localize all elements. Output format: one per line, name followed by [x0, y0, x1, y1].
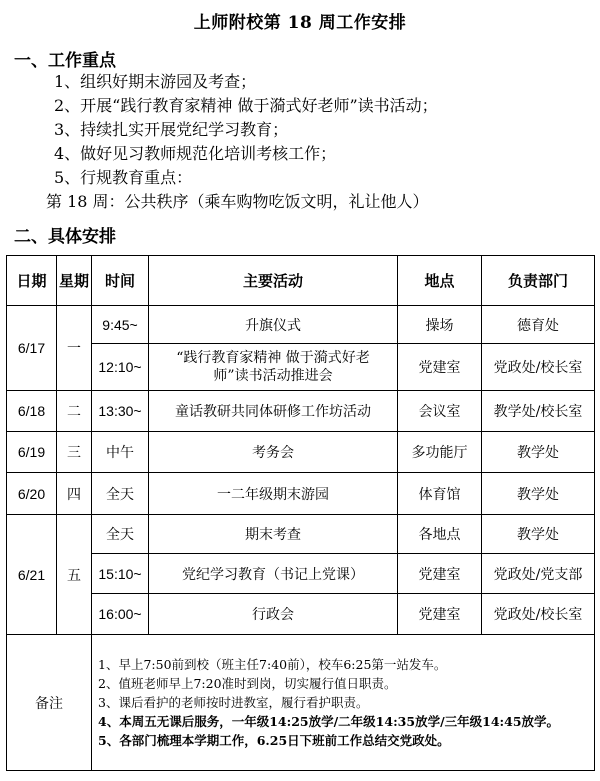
table-row [7, 432, 595, 473]
time-cell: 13:30~ [92, 391, 149, 432]
location-cell: 多功能厅 [398, 432, 482, 473]
time-cell: 中午 [92, 432, 149, 473]
notes-cell [92, 635, 595, 771]
time-cell: 15:10~ [92, 554, 149, 594]
header-date: 日期 [7, 256, 57, 306]
notes-label: 备注 [7, 635, 92, 771]
department-cell: 党政处/校长室 [482, 344, 595, 391]
table-header-row [7, 256, 595, 306]
table-row [7, 391, 595, 432]
activity-cell: 童话教研共同体研修工作坊活动 [149, 391, 398, 432]
location-cell: 党建室 [398, 554, 482, 594]
header-activity: 主要活动 [149, 256, 398, 306]
location-cell: 体育馆 [398, 473, 482, 515]
table-row [7, 515, 595, 554]
location-cell: 党建室 [398, 344, 482, 391]
document-title: 上师附校第 18 周工作安排 [193, 13, 407, 33]
weekday-cell: 四 [57, 473, 92, 515]
table-row [7, 306, 595, 344]
date-cell: 6/19 [7, 432, 57, 473]
activity-cell: “践行教育家精神 做于漪式好老师”读书活动推进会 [149, 344, 398, 391]
weekday-cell: 一 [57, 306, 92, 391]
section-heading-focus: 一、工作重点 [14, 51, 116, 71]
activity-cell: 考务会 [149, 432, 398, 473]
header-location: 地点 [398, 256, 482, 306]
table-row [7, 473, 595, 515]
activity-cell: 一二年级期末游园 [149, 473, 398, 515]
activity-cell: 期末考查 [149, 515, 398, 554]
focus-item-4: 4、做好见习教师规范化培训考核工作； [54, 144, 337, 163]
week-focus-line: 第 18 周：公共秩序（乘车购物吃饭文明，礼让他人） [46, 192, 429, 211]
note-item-4: 4、本周五无课后服务，一年级14:25放学/二年级14:35放学/三年级14:45放学。 [98, 714, 560, 729]
activity-cell: 升旗仪式 [149, 306, 398, 344]
department-cell: 教学处/校长室 [482, 391, 595, 432]
header-department: 负责部门 [482, 256, 595, 306]
location-cell: 各地点 [398, 515, 482, 554]
focus-item-2: 2、开展“践行教育家精神 做于漪式好老师”读书活动； [54, 96, 438, 115]
focus-item-5: 5、行规教育重点： [54, 168, 193, 187]
table-row [7, 594, 595, 635]
time-cell: 12:10~ [92, 344, 149, 391]
date-cell: 6/18 [7, 391, 57, 432]
table-row [7, 344, 595, 391]
focus-list [46, 70, 438, 214]
time-cell: 全天 [92, 473, 149, 515]
weekday-cell: 二 [57, 391, 92, 432]
department-cell: 党政处/党支部 [482, 554, 595, 594]
weekday-cell: 五 [57, 515, 92, 635]
date-cell: 6/20 [7, 473, 57, 515]
schedule-table [6, 255, 595, 771]
activity-cell: 党纪学习教育（书记上党课） [149, 554, 398, 594]
header-weekday: 星期 [57, 256, 92, 306]
time-cell: 9:45~ [92, 306, 149, 344]
department-cell: 教学处 [482, 432, 595, 473]
notes-row [7, 635, 595, 771]
department-cell: 教学处 [482, 473, 595, 515]
time-cell: 16:00~ [92, 594, 149, 635]
section-heading-schedule: 二、具体安排 [14, 227, 116, 247]
note-item-3: 3、课后看护的老师按时进教室，履行看护职责。 [98, 695, 369, 710]
department-cell: 党政处/校长室 [482, 594, 595, 635]
note-item-2: 2、值班老师早上7:20准时到岗，切实履行值日职责。 [98, 676, 397, 691]
note-item-5: 5、各部门梳理本学期工作，6.25日下班前工作总结交党政处。 [98, 733, 450, 748]
note-item-1: 1、早上7:50前到校（班主任7:40前），校车6:25第一站发车。 [98, 657, 447, 672]
weekday-cell: 三 [57, 432, 92, 473]
activity-cell: 行政会 [149, 594, 398, 635]
header-time: 时间 [92, 256, 149, 306]
date-cell: 6/21 [7, 515, 57, 635]
location-cell: 操场 [398, 306, 482, 344]
department-cell: 教学处 [482, 515, 595, 554]
time-cell: 全天 [92, 515, 149, 554]
focus-item-3: 3、持续扎实开展党纪学习教育； [54, 120, 289, 139]
table-row [7, 554, 595, 594]
location-cell: 党建室 [398, 594, 482, 635]
date-cell: 6/17 [7, 306, 57, 391]
location-cell: 会议室 [398, 391, 482, 432]
department-cell: 德育处 [482, 306, 595, 344]
focus-item-1: 1、组织好期末游园及考查； [54, 72, 257, 91]
